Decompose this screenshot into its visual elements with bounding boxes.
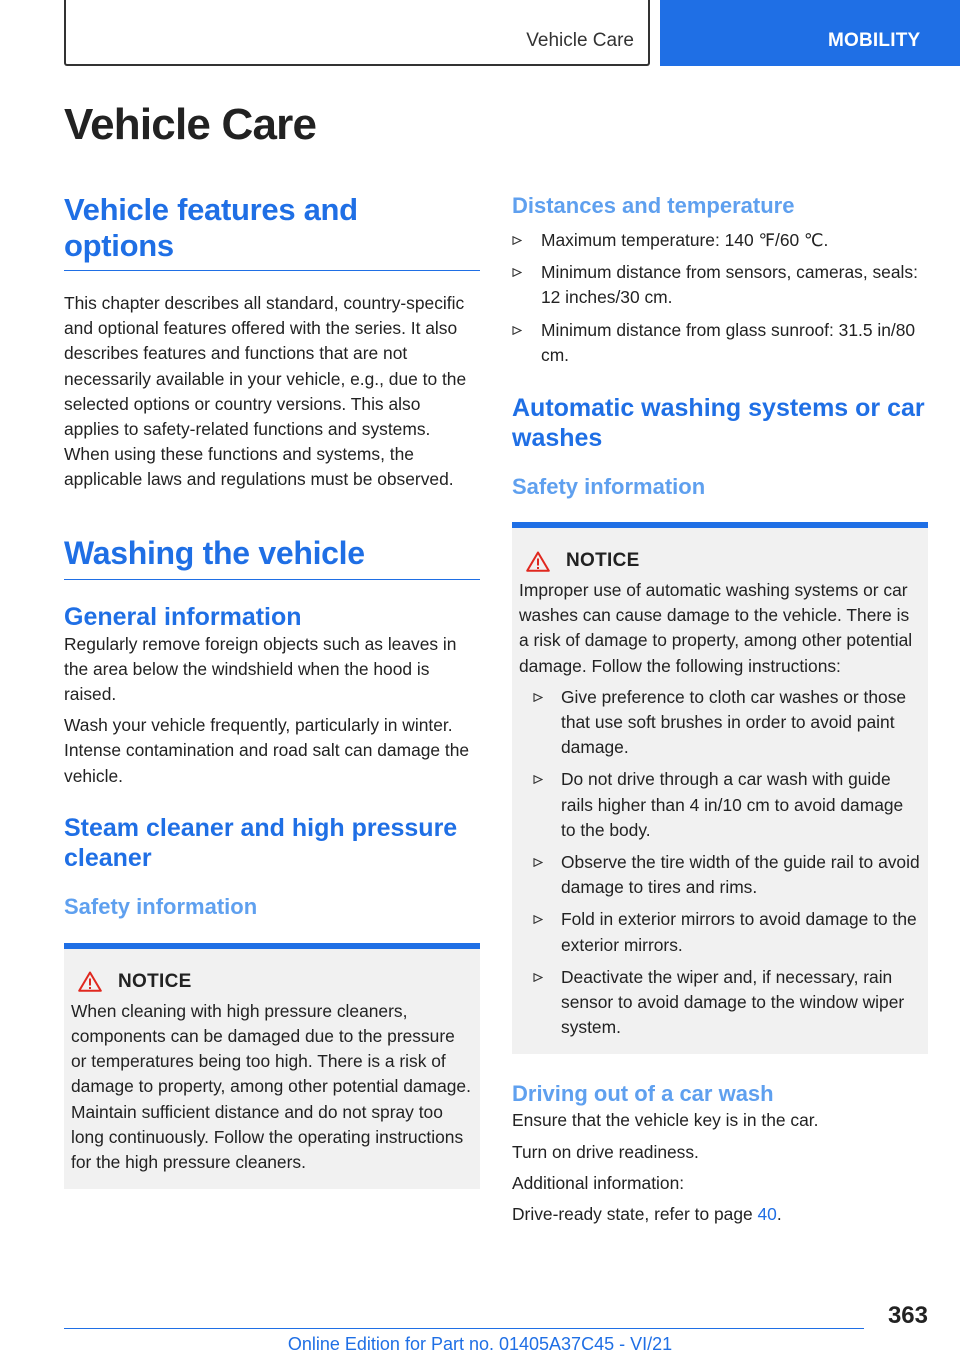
heading-rule — [64, 270, 480, 271]
triangle-right-outline-icon — [533, 858, 543, 867]
triangle-right-outline-icon — [533, 915, 543, 924]
notice-list — [519, 685, 921, 1041]
list-item: Give preference to cloth car washes or those that use soft brushes in order to avoid paint damage. — [519, 685, 921, 761]
heading-safety-information: Safety information — [512, 474, 706, 500]
driving-paragraph-3: Additional information: — [512, 1172, 685, 1193]
list-item: Fold in exterior mirrors to avoid damage to the exterior mirrors. — [519, 907, 921, 957]
chapter-title: Vehicle Care — [64, 100, 317, 149]
warning-triangle-icon — [526, 551, 550, 572]
list-item: Minimum distance from glass sunroof: 31.5 in/80 cm. — [512, 318, 928, 368]
warning-triangle-icon — [78, 971, 102, 992]
list-item: Do not drive through a car wash with guide rails higher than 4 in/10 cm to avoid damage to the body. — [519, 767, 921, 843]
footer-rule — [64, 1328, 864, 1329]
features-paragraph: This chapter describes all standard, country-specific and optional features offered with the series. It also describes features and functions that are not necessarily available in your vehicle, e.g., due to the selected options or country versions. This also applies to safety-related functions and systems. When using these functions and systems, the applicable laws and regulations must be observed. — [64, 293, 467, 490]
notice-box — [64, 943, 480, 1189]
heading-steam-cleaner: Steam cleaner and high pressure cleaner — [64, 813, 458, 872]
driving-paragraph-4: Drive-ready state, refer to page 40. — [512, 1204, 782, 1225]
triangle-right-outline-icon — [512, 236, 522, 245]
header-section-frame — [64, 0, 650, 66]
list-item: Maximum temperature: 140 ℉/60 ℃. — [512, 228, 928, 253]
notice-label: NOTICE — [118, 970, 192, 992]
heading-driving-out: Driving out of a car wash — [512, 1081, 774, 1107]
notice-header — [71, 971, 473, 993]
left-column — [64, 192, 480, 1189]
heading-vehicle-features: Vehicle features and options — [64, 192, 358, 263]
list-item: Observe the tire width of the guide rail to avoid damage to tires and rims. — [519, 850, 921, 900]
general-paragraph-2: Wash your vehicle frequently, particularly in winter. Intense contamination and road salt can damage the vehicle. — [64, 715, 470, 786]
notice-label: NOTICE — [566, 550, 640, 572]
heading-washing-vehicle: Washing the vehicle — [64, 534, 365, 571]
driving-paragraph-1: Ensure that the vehicle key is in the car. — [512, 1110, 819, 1131]
heading-rule — [64, 579, 480, 580]
right-column — [512, 192, 928, 1227]
notice-header — [519, 550, 921, 572]
driving-paragraph-2: Turn on drive readiness. — [512, 1141, 699, 1162]
triangle-right-outline-icon — [533, 693, 543, 702]
triangle-right-outline-icon — [512, 268, 522, 277]
header-section-label: Vehicle Care — [526, 30, 634, 51]
heading-distances-temperature: Distances and temperature — [512, 193, 795, 218]
page-reference-link[interactable]: 40 — [757, 1204, 777, 1225]
notice-text: Improper use of automatic washing systems or car washes can cause damage to the vehicle. There is a risk of damage to property, among other potential damage. Follow the following instructions: — [519, 580, 913, 676]
heading-safety-information: Safety information — [64, 893, 258, 919]
header-chapter-tab[interactable]: MOBILITY — [660, 0, 960, 66]
distances-list — [512, 228, 928, 368]
heading-automatic-washing: Automatic washing systems or car washes — [512, 394, 925, 453]
heading-general-information: General information — [64, 602, 302, 631]
triangle-right-outline-icon — [533, 973, 543, 982]
page-number: 363 — [887, 1302, 928, 1329]
triangle-right-outline-icon — [533, 775, 543, 784]
notice-box — [512, 522, 928, 1054]
list-item: Minimum distance from sensors, cameras, seals: 12 inches/30 cm. — [512, 260, 928, 310]
list-item: Deactivate the wiper and, if necessary, rain sensor to avoid damage to the window wiper system. — [519, 965, 921, 1041]
general-paragraph-1: Regularly remove foreign objects such as leaves in the area below the windshield when the hood is raised. — [64, 633, 457, 705]
triangle-right-outline-icon — [512, 326, 522, 335]
footer-edition: Online Edition for Part no. 01405A37C45 - VI/21 — [287, 1334, 673, 1354]
notice-text: When cleaning with high pressure cleaners, components can be damaged due to the pressure or temperatures being too high. There is a risk of damage to property, among other potential damage. Maintain sufficient distance and do not spray too long continuously. Follow the operating instructions for the high pressure cleaners. — [71, 1000, 471, 1173]
